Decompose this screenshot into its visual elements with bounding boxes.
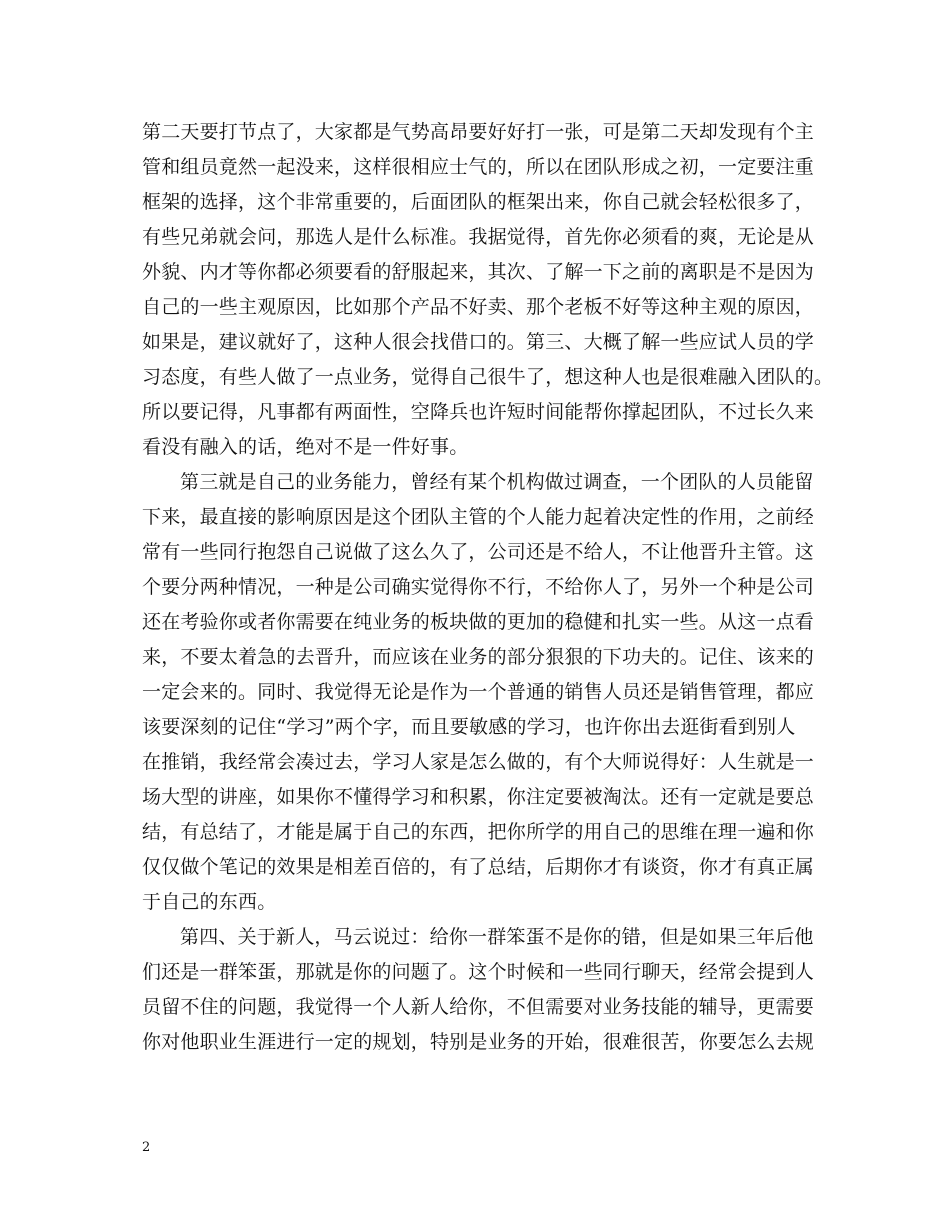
text-line: 自己的一些主观原因，比如那个产品不好卖、那个老板不好等这种主观的原因， [142,296,815,318]
text-line: 在推销，我经常会凑过去，学习人家是怎么做的，有个大师说得好：人生就是一 [142,751,815,773]
text-line: 看没有融入的话，绝对不是一件好事。 [142,436,469,458]
text-line: 第二天要打节点了，大家都是气势高昂要好好打一张，可是第二天却发现有个主 [142,121,815,143]
paragraph-first-line: 第三就是自己的业务能力，曾经有某个机构做过调查，一个团队的人员能留 [180,471,814,493]
text-line: 习态度，有些人做了一点业务，觉得自己很牛了，想这种人也是很难融入团队的。 [142,366,834,388]
text-line: 们还是一群笨蛋，那就是你的问题了。这个时候和一些同行聊天，经常会提到人 [142,961,815,983]
text-line: 下来，最直接的影响原因是这个团队主管的个人能力起着决定性的作用，之前经 [142,506,815,528]
text-line: 如果是，建议就好了，这种人很会找借口的。第三、大概了解一些应试人员的学 [142,331,815,353]
text-line: 有些兄弟就会问，那选人是什么标准。我据觉得，首先你必须看的爽，无论是从 [142,226,815,248]
text-line: 还在考验你或者你需要在纯业务的板块做的更加的稳健和扎实一些。从这一点看 [142,611,815,633]
text-line: 管和组员竟然一起没来，这样很相应士气的，所以在团队形成之初，一定要注重 [142,156,815,178]
text-line: 员留不住的问题，我觉得一个人新人给你，不但需要对业务技能的辅导，更需要 [142,996,815,1018]
text-line: 个要分两种情况，一种是公司确实觉得你不行，不给你人了，另外一个种是公司 [142,576,815,598]
text-line: 框架的选择，这个非常重要的，后面团队的框架出来，你自己就会轻松很多了， [142,191,815,213]
paragraph-first-line: 第四、关于新人，马云说过：给你一群笨蛋不是你的错，但是如果三年后他 [180,926,814,948]
text-line: 该要深刻的记住“学习”两个字，而且要敏感的学习，也许你出去逛街看到别人 [142,716,796,738]
text-line: 常有一些同行抱怨自己说做了这么久了，公司还是不给人，不让他晋升主管。这 [142,541,815,563]
page-number: 2 [142,1140,151,1155]
text-line: 一定会来的。同时、我觉得无论是作为一个普通的销售人员还是销售管理，都应 [142,681,815,703]
text-line: 结，有总结了，才能是属于自己的东西，把你所学的用自己的思维在理一遍和你 [142,821,815,843]
text-line: 仅仅做个笔记的效果是相差百倍的，有了总结，后期你才有谈资，你才有真正属 [142,856,815,878]
text-line: 来，不要太着急的去晋升，而应该在业务的部分狠狠的下功夫的。记住、该来的 [142,646,815,668]
text-line: 场大型的讲座，如果你不懂得学习和积累，你注定要被淘汰。还有一定就是要总 [142,786,815,808]
text-line: 于自己的东西。 [142,891,277,913]
text-line: 你对他职业生涯进行一定的规划，特别是业务的开始，很难很苦，你要怎么去规 [142,1031,815,1053]
text-line: 外貌、内才等你都必须要看的舒服起来，其次、了解一下之前的离职是不是因为 [142,261,815,283]
text-line: 所以要记得，凡事都有两面性，空降兵也许短时间能帮你撑起团队，不过长久来 [142,401,815,423]
